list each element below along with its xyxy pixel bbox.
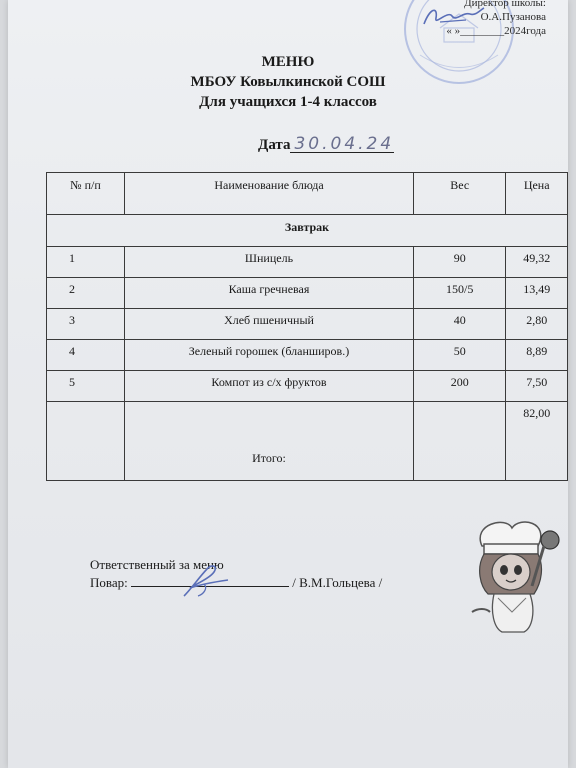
section-title: Завтрак <box>47 215 568 247</box>
total-weight-cell <box>414 402 506 481</box>
director-signature-icon <box>418 4 488 30</box>
cook-line <box>90 574 382 592</box>
row-name: Зеленый горошек (бланширов.) <box>124 340 413 371</box>
row-num: 5 <box>47 371 125 402</box>
column-header-price: Цена <box>506 173 568 215</box>
total-empty-cell <box>47 402 125 481</box>
date-field <box>258 136 394 154</box>
total-value: 82,00 <box>506 402 568 481</box>
approval-date: « »________2024года <box>446 25 546 37</box>
column-header-num: № п/п <box>47 173 125 215</box>
section-row <box>47 215 568 247</box>
row-weight: 50 <box>414 340 506 371</box>
row-num: 3 <box>47 309 125 340</box>
table-row <box>47 247 568 278</box>
row-weight: 40 <box>414 309 506 340</box>
row-num: 4 <box>47 340 125 371</box>
table-row <box>47 371 568 402</box>
row-name: Компот из с/х фруктов <box>124 371 413 402</box>
total-label: Итого: <box>124 402 413 481</box>
total-row <box>47 402 568 481</box>
row-price: 49,32 <box>506 247 568 278</box>
responsible-block <box>90 556 382 592</box>
title-line-3: Для учащихся 1-4 классов <box>199 94 377 110</box>
cook-name: / В.М.Гольцева / <box>292 575 383 590</box>
row-weight: 150/5 <box>414 278 506 309</box>
column-header-weight: Вес <box>414 173 506 215</box>
menu-document <box>8 0 568 768</box>
date-label: Дата <box>258 137 291 153</box>
row-weight: 90 <box>414 247 506 278</box>
title-line-1: МЕНЮ <box>261 54 315 70</box>
row-weight: 200 <box>414 371 506 402</box>
row-price: 2,80 <box>506 309 568 340</box>
title-line-2: МБОУ Ковылкинской СОШ <box>190 74 386 90</box>
row-name: Шницель <box>124 247 413 278</box>
row-name: Хлеб пшеничный <box>124 309 413 340</box>
table-header-row <box>47 173 568 215</box>
row-num: 2 <box>47 278 125 309</box>
table-row <box>47 309 568 340</box>
responsible-label: Ответственный за меню <box>90 557 224 572</box>
date-value: 30.04.24 <box>290 136 394 153</box>
column-header-name: Наименование блюда <box>124 173 413 215</box>
table-row <box>47 278 568 309</box>
row-price: 13,49 <box>506 278 568 309</box>
cook-signature-icon <box>174 562 236 600</box>
row-price: 8,89 <box>506 340 568 371</box>
table-row <box>47 340 568 371</box>
approval-role: Директор школы: <box>464 0 546 9</box>
menu-table <box>46 172 568 481</box>
chef-girl-sticker-icon <box>454 516 566 640</box>
row-num: 1 <box>47 247 125 278</box>
cook-label: Повар: <box>90 575 128 590</box>
row-name: Каша гречневая <box>124 278 413 309</box>
row-price: 7,50 <box>506 371 568 402</box>
approval-name: О.А.Пузанова <box>480 11 546 23</box>
menu-title <box>8 52 568 112</box>
